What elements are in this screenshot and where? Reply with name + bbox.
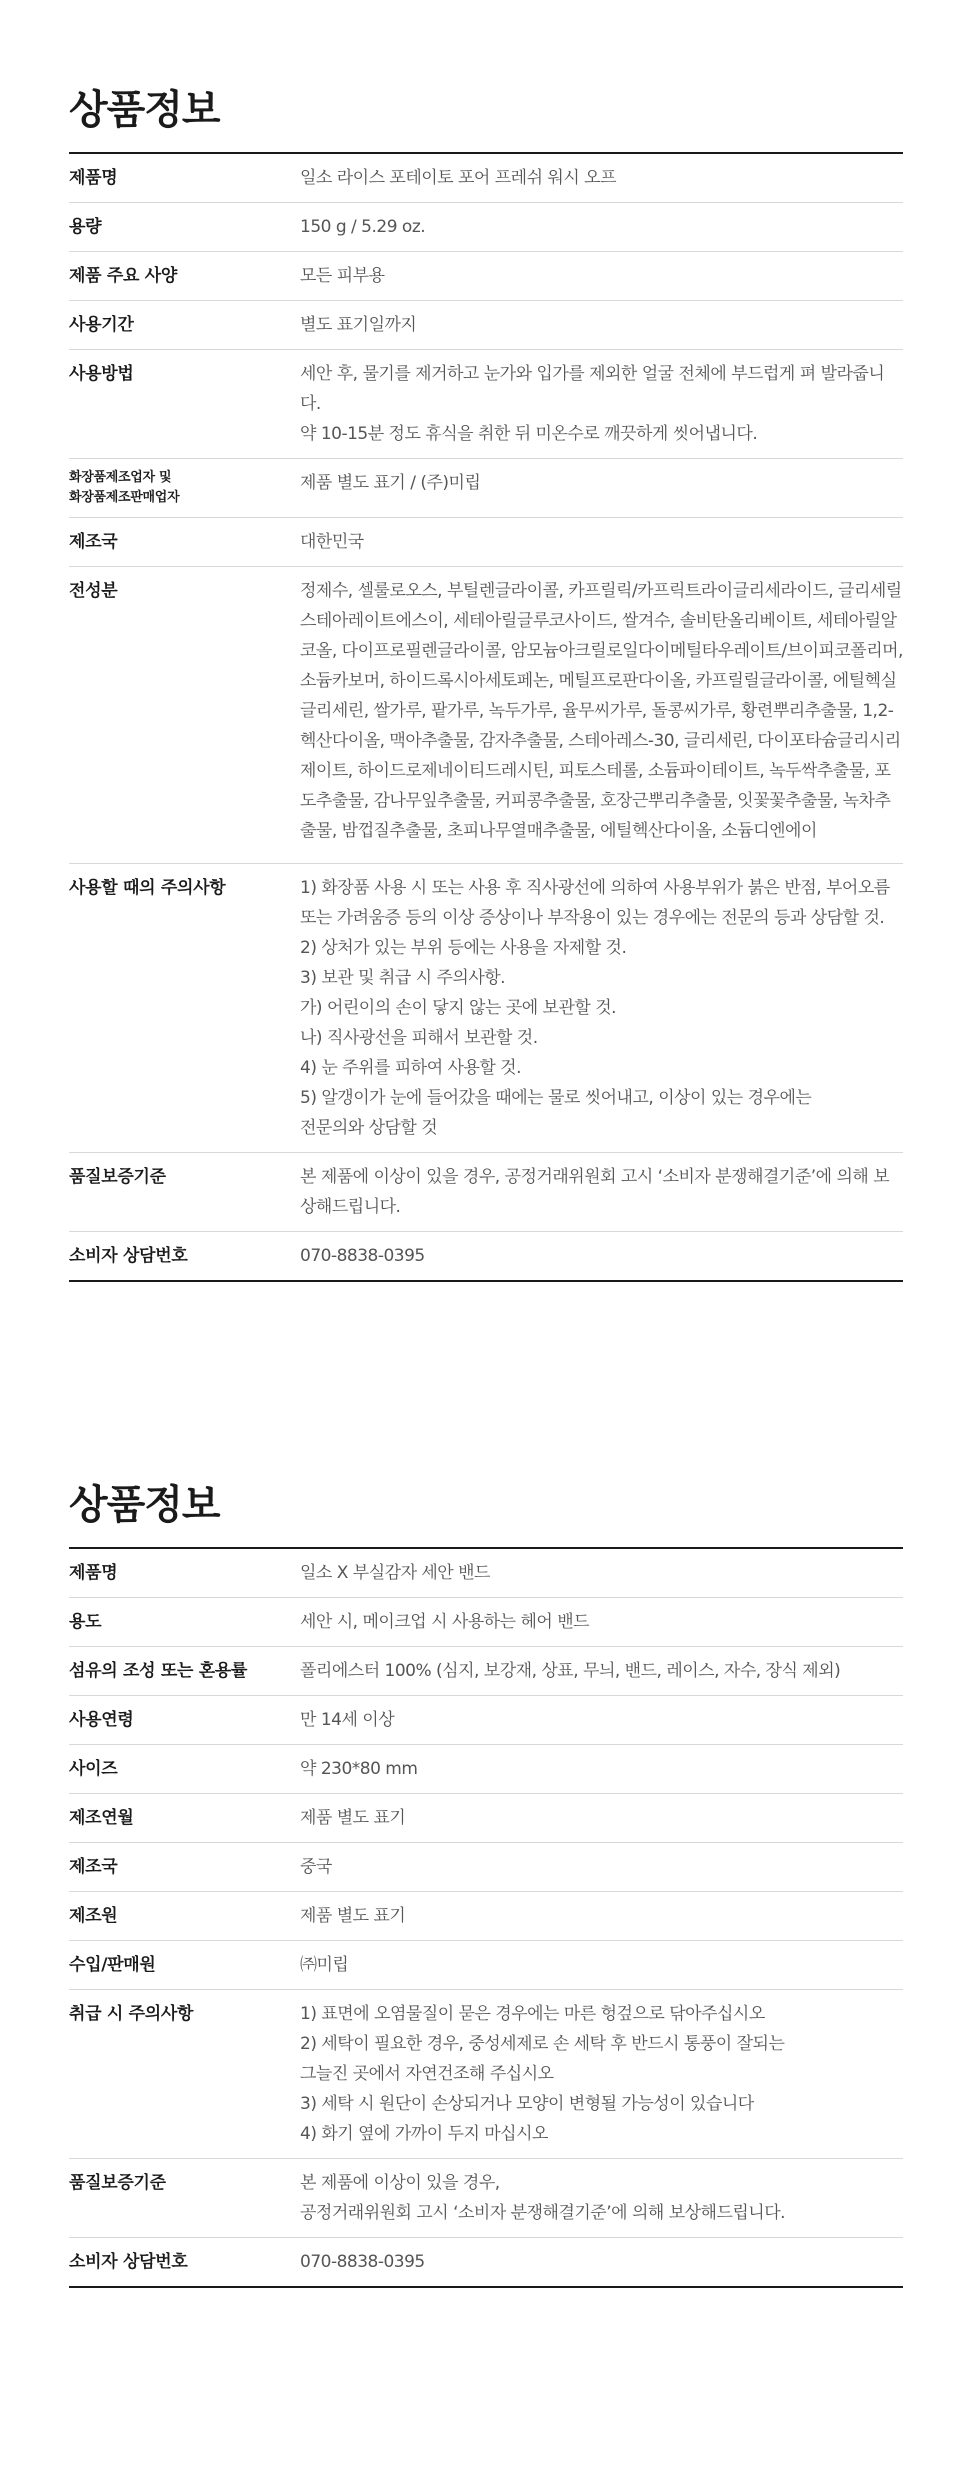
row-value: 대한민국	[300, 518, 903, 567]
row-label: 소비자 상담번호	[69, 2238, 300, 2288]
table-row	[69, 1843, 903, 1892]
table-row	[69, 1647, 903, 1696]
row-value: ㈜미립	[300, 1941, 903, 1990]
row-label: 전성분	[69, 567, 300, 864]
row-label: 품질보증기준	[69, 2159, 300, 2238]
row-label: 사이즈	[69, 1745, 300, 1794]
row-value: 정제수, 셀룰로오스, 부틸렌글라이콜, 카프릴릭/카프릭트라이글리세라이드, 글리세릴스테아레이트에스이, 세테아릴글루코사이드, 쌀겨수, 솔비탄올리베이트, 세테아릴알코올, 다이프로필렌글라이콜, 암모늄아크릴로일다이메틸타우레이트/브이피코폴리머, 소듐카보머, 하이드록시아세토페논, 메틸프로판다이올, 카프릴릴글라이콜, 에틸헥실글리세린, 쌀가루, 팥가루, 녹두가루, 율무씨가루, 돌콩씨가루, 황련뿌리추출물, 1,2-헥산다이올, 맥아추출물, 감자추출물, 스테아레스-30, 글리세린, 다이포타슘글리시리제이트, 하이드로제네이티드레시틴, 피토스테롤, 소듐파이테이트, 녹두싹추출물, 포도추출물, 감나무잎추출물, 커피콩추출물, 호장근뿌리추출물, 잇꽃꽃추출물, 녹차추출물, 밤껍질추출물, 초피나무열매추출물, 에틸헥산다이올, 소듐디엔에이	[300, 567, 903, 864]
section-title: 상품정보	[69, 1482, 220, 1528]
table-row	[69, 1696, 903, 1745]
table-row	[69, 2159, 903, 2238]
row-value: 070-8838-0395	[300, 1232, 903, 1282]
table-row	[69, 1548, 903, 1598]
table-row	[69, 1941, 903, 1990]
table-row	[69, 350, 903, 459]
row-label: 용량	[69, 203, 300, 252]
row-value: 모든 피부용	[300, 252, 903, 301]
row-label: 소비자 상담번호	[69, 1232, 300, 1282]
row-label: 제품 주요 사양	[69, 252, 300, 301]
product-info-table	[69, 152, 903, 1282]
row-value: 본 제품에 이상이 있을 경우, 공정거래위원회 고시 ‘소비자 분쟁해결기준’에 의해 보상해드립니다.	[300, 1153, 903, 1232]
row-label: 제조국	[69, 1843, 300, 1892]
row-label: 사용방법	[69, 350, 300, 459]
row-label: 사용할 때의 주의사항	[69, 864, 300, 1153]
row-label: 섬유의 조성 또는 혼용률	[69, 1647, 300, 1696]
row-label: 제조국	[69, 518, 300, 567]
row-value: 세안 후, 물기를 제거하고 눈가와 입가를 제외한 얼굴 전체에 부드럽게 펴 발라줍니다. 약 10-15분 정도 휴식을 취한 뒤 미온수로 깨끗하게 씻어냅니다.	[300, 350, 903, 459]
table-row	[69, 2238, 903, 2288]
row-value: 1) 표면에 오염물질이 묻은 경우에는 마른 헝겊으로 닦아주십시오 2) 세탁이 필요한 경우, 중성세제로 손 세탁 후 반드시 통풍이 잘되는 그늘진 곳에서 자연건조해 주십시오 3) 세탁 시 원단이 손상되거나 모양이 변형될 가능성이 있습니다 4) 화기 옆에 가까이 두지 마십시오	[300, 1990, 903, 2159]
table-row	[69, 153, 903, 203]
row-value: 070-8838-0395	[300, 2238, 903, 2288]
row-label: 제조원	[69, 1892, 300, 1941]
table-row	[69, 252, 903, 301]
row-label: 사용기간	[69, 301, 300, 350]
row-value: 일소 X 부실감자 세안 밴드	[300, 1563, 490, 1583]
table-row	[69, 1153, 903, 1232]
row-value: 본 제품에 이상이 있을 경우, 공정거래위원회 고시 ‘소비자 분쟁해결기준’에 의해 보상해드립니다.	[300, 2159, 903, 2238]
row-value: 만 14세 이상	[300, 1696, 903, 1745]
table-row	[69, 1892, 903, 1941]
row-value: 폴리에스터 100% (심지, 보강재, 상표, 무늬, 밴드, 레이스, 자수, 장식 제외)	[300, 1647, 903, 1696]
table-row	[69, 203, 903, 252]
table-row	[69, 301, 903, 350]
table-row	[69, 518, 903, 567]
row-label: 사용연령	[69, 1696, 300, 1745]
row-value: 150 g / 5.29 oz.	[300, 203, 903, 252]
product-info-table	[69, 1547, 903, 2288]
row-label: 취급 시 주의사항	[69, 1990, 300, 2159]
row-value: 제품 별도 표기	[300, 1892, 903, 1941]
row-value: 제품 별도 표기	[300, 1794, 903, 1843]
row-label: 제품명	[69, 168, 118, 188]
table-row	[69, 1990, 903, 2159]
row-label: 제품명	[69, 1563, 118, 1583]
table-row	[69, 567, 903, 864]
row-label: 용도	[69, 1598, 300, 1647]
table-row	[69, 1794, 903, 1843]
row-label: 제조연월	[69, 1794, 300, 1843]
row-value: 중국	[300, 1843, 903, 1892]
row-value: 약 230*80 mm	[300, 1745, 903, 1794]
row-label: 화장품제조업자 및 화장품제조판매업자	[69, 459, 300, 518]
section-title: 상품정보	[69, 87, 220, 133]
row-label: 품질보증기준	[69, 1153, 300, 1232]
table-row	[69, 459, 903, 518]
product-info-section-2	[69, 1475, 903, 2288]
row-label: 수입/판매원	[69, 1941, 300, 1990]
table-row	[69, 864, 903, 1153]
row-value: 1) 화장품 사용 시 또는 사용 후 직사광선에 의하여 사용부위가 붉은 반점, 부어오름 또는 가려움증 등의 이상 증상이나 부작용이 있는 경우에는 전문의 등과 상담할 것. 2) 상처가 있는 부위 등에는 사용을 자제할 것. 3) 보관 및 취급 시 주의사항. 가) 어린이의 손이 닿지 않는 곳에 보관할 것. 나) 직사광선을 피해서 보관할 것. 4) 눈 주위를 피하여 사용할 것. 5) 알갱이가 눈에 들어갔을 때에는 물로 씻어내고, 이상이 있는 경우에는 전문의와 상담할 것	[300, 864, 903, 1153]
table-row	[69, 1598, 903, 1647]
row-value: 세안 시, 메이크업 시 사용하는 헤어 밴드	[300, 1598, 903, 1647]
row-value: 일소 라이스 포테이토 포어 프레쉬 워시 오프	[300, 168, 617, 188]
product-info-section-1	[69, 80, 903, 1282]
table-row	[69, 1745, 903, 1794]
row-value: 제품 별도 표기 / (주)미립	[300, 459, 903, 518]
row-value: 별도 표기일까지	[300, 301, 903, 350]
table-row	[69, 1232, 903, 1282]
